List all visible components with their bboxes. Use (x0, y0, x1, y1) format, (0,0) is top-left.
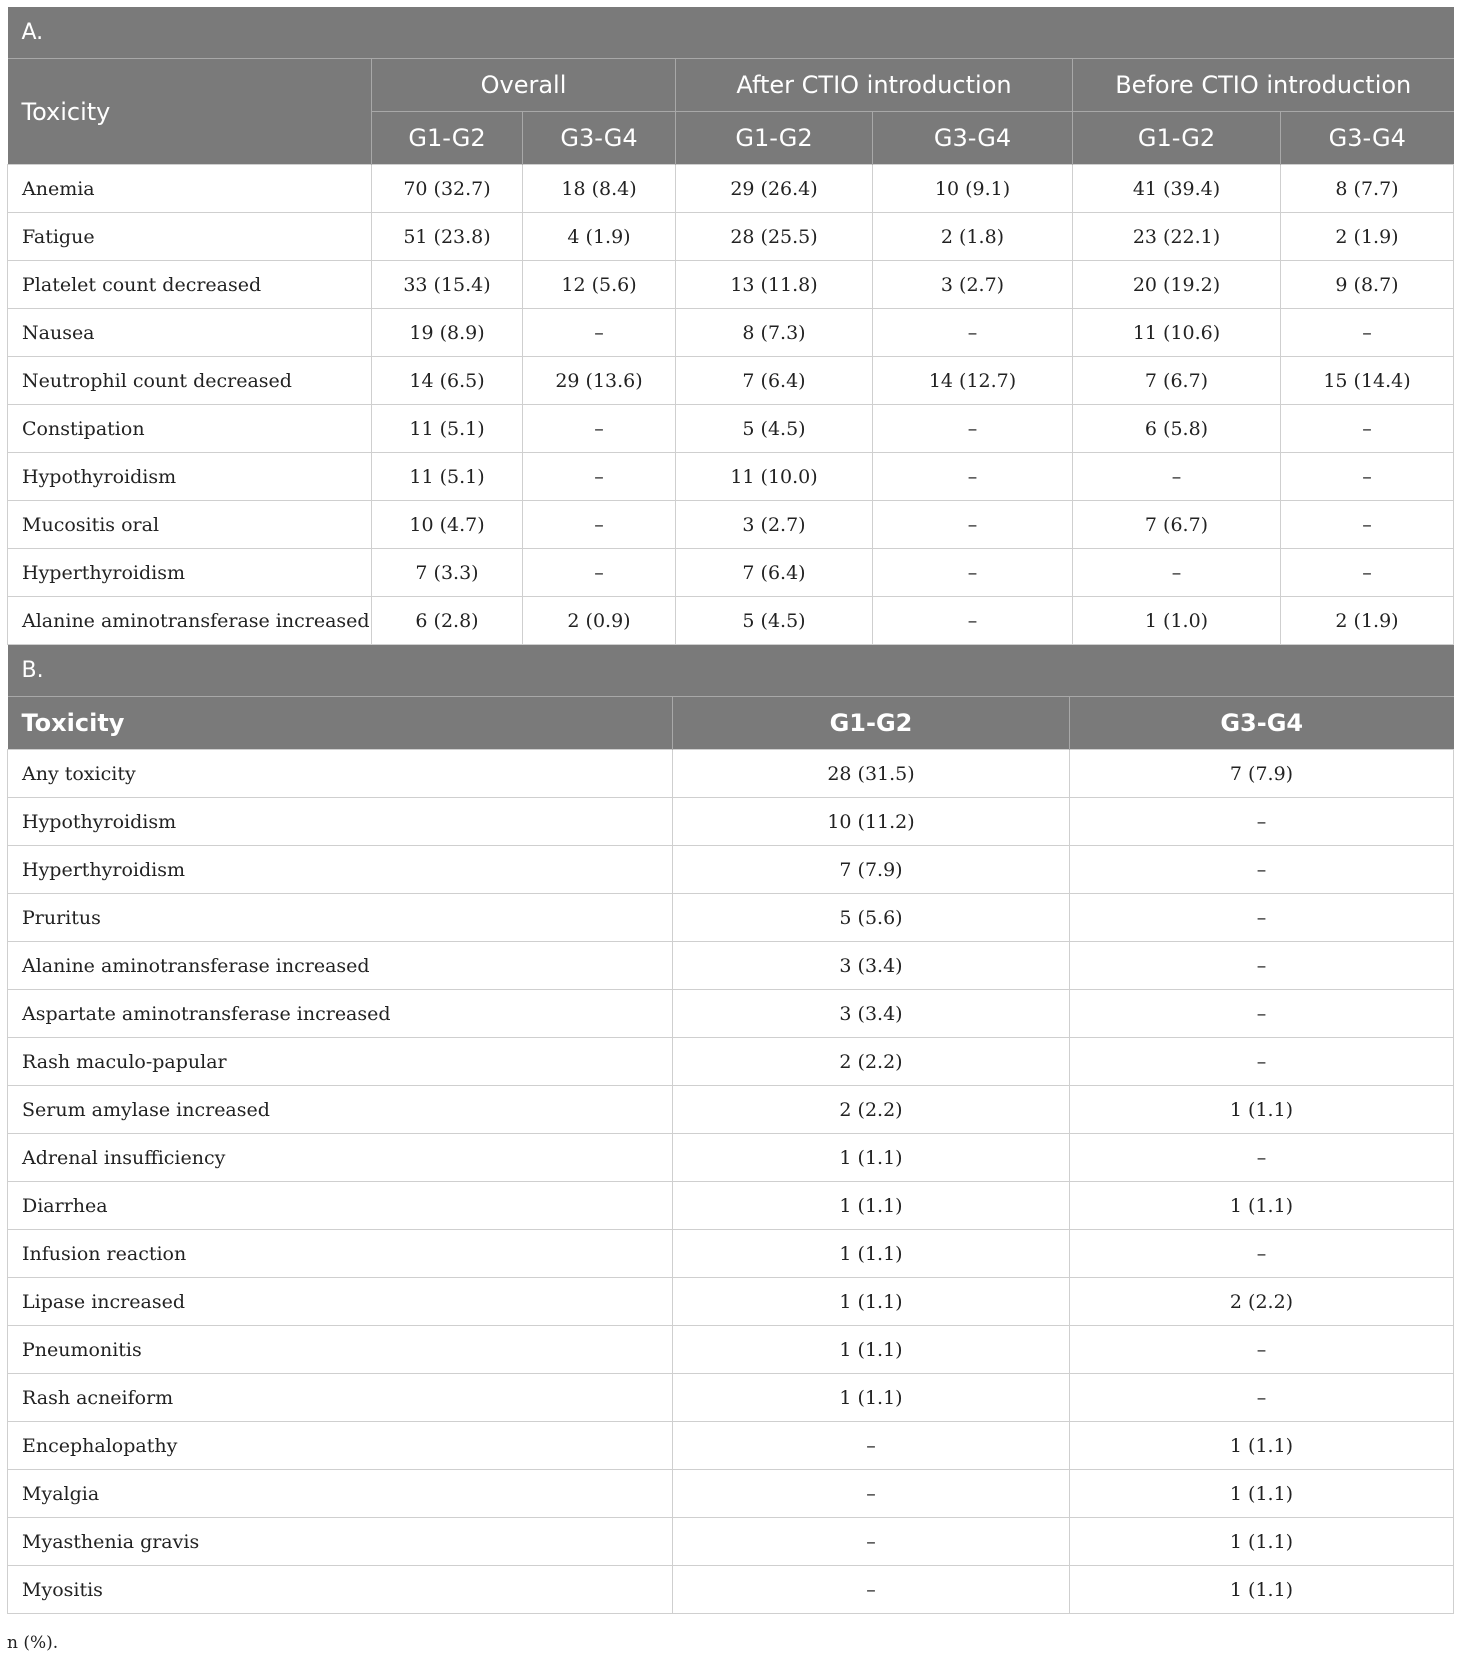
value-cell: 51 (23.8) (372, 213, 523, 261)
table-row (8, 357, 1454, 405)
value-cell-g3-g4: 7 (7.9) (1070, 750, 1454, 798)
toxicity-name-cell: Pruritus (8, 894, 673, 942)
value-cell-g1-g2: 28 (31.5) (673, 750, 1070, 798)
value-cell-g1-g2: 10 (11.2) (673, 798, 1070, 846)
value-cell-g3-g4: – (1070, 942, 1454, 990)
table-row (8, 1374, 1454, 1422)
table-row (8, 990, 1454, 1038)
table-row (8, 1326, 1454, 1374)
value-cell: 23 (22.1) (1073, 213, 1281, 261)
value-cell: 2 (1.9) (1281, 597, 1454, 645)
value-cell: – (873, 453, 1073, 501)
section-b-body (8, 750, 1454, 1614)
value-cell-g3-g4: – (1070, 1374, 1454, 1422)
toxicity-name-cell: Constipation (8, 405, 372, 453)
value-cell: 20 (19.2) (1073, 261, 1281, 309)
section-a-body (8, 165, 1454, 645)
table-row (8, 798, 1454, 846)
value-cell: 70 (32.7) (372, 165, 523, 213)
value-cell-g1-g2: 2 (2.2) (673, 1038, 1070, 1086)
value-cell-g3-g4: 1 (1.1) (1070, 1422, 1454, 1470)
toxicity-name-cell: Encephalopathy (8, 1422, 673, 1470)
value-cell-g3-g4: 1 (1.1) (1070, 1086, 1454, 1134)
value-cell: 19 (8.9) (372, 309, 523, 357)
grade-header-g3-g4: G3-G4 (1070, 697, 1454, 750)
value-cell: – (1281, 405, 1454, 453)
value-cell: – (873, 405, 1073, 453)
value-cell-g3-g4: – (1070, 1326, 1454, 1374)
value-cell: – (523, 405, 676, 453)
value-cell: – (873, 309, 1073, 357)
toxicity-name-cell: Hypothyroidism (8, 798, 673, 846)
toxicity-name-cell: Aspartate aminotransferase increased (8, 990, 673, 1038)
value-cell: 8 (7.7) (1281, 165, 1454, 213)
table-row (8, 1038, 1454, 1086)
section-a-label: A. (8, 7, 1454, 59)
value-cell: 29 (13.6) (523, 357, 676, 405)
value-cell-g3-g4: 1 (1.1) (1070, 1518, 1454, 1566)
value-cell: 12 (5.6) (523, 261, 676, 309)
grade-header: G3-G4 (873, 112, 1073, 165)
value-cell-g1-g2: 2 (2.2) (673, 1086, 1070, 1134)
group-header-overall: Overall (372, 59, 676, 112)
value-cell: 7 (6.4) (676, 357, 873, 405)
value-cell-g3-g4: 1 (1.1) (1070, 1182, 1454, 1230)
toxicity-table-container (7, 7, 1453, 1614)
value-cell-g3-g4: – (1070, 990, 1454, 1038)
toxicity-name-cell: Any toxicity (8, 750, 673, 798)
table-row (8, 405, 1454, 453)
table-row (8, 846, 1454, 894)
table-row (8, 1422, 1454, 1470)
value-cell: 7 (6.7) (1073, 357, 1281, 405)
table-row (8, 942, 1454, 990)
toxicity-name-cell: Alanine aminotransferase increased (8, 597, 372, 645)
grade-header: G3-G4 (523, 112, 676, 165)
value-cell: – (523, 501, 676, 549)
value-cell: 28 (25.5) (676, 213, 873, 261)
toxicity-name-cell: Nausea (8, 309, 372, 357)
toxicity-name-cell: Rash acneiform (8, 1374, 673, 1422)
grade-header: G1-G2 (1073, 112, 1281, 165)
value-cell-g3-g4: 2 (2.2) (1070, 1278, 1454, 1326)
value-cell: – (873, 549, 1073, 597)
value-cell-g1-g2: 1 (1.1) (673, 1326, 1070, 1374)
value-cell: – (523, 453, 676, 501)
value-cell-g3-g4: 1 (1.1) (1070, 1566, 1454, 1614)
toxicity-name-cell: Infusion reaction (8, 1230, 673, 1278)
toxicity-name-cell: Hypothyroidism (8, 453, 372, 501)
value-cell: 11 (10.6) (1073, 309, 1281, 357)
value-cell-g3-g4: – (1070, 1038, 1454, 1086)
value-cell: 5 (4.5) (676, 405, 873, 453)
value-cell-g1-g2: 3 (3.4) (673, 942, 1070, 990)
value-cell-g1-g2: 3 (3.4) (673, 990, 1070, 1038)
grade-header: G1-G2 (676, 112, 873, 165)
toxicity-name-cell: Mucositis oral (8, 501, 372, 549)
table-row (8, 453, 1454, 501)
value-cell: 3 (2.7) (676, 501, 873, 549)
table-row (8, 894, 1454, 942)
value-cell: 6 (5.8) (1073, 405, 1281, 453)
value-cell: 11 (5.1) (372, 453, 523, 501)
grade-header-g1-g2: G1-G2 (673, 697, 1070, 750)
toxicity-name-cell: Myositis (8, 1566, 673, 1614)
toxicity-name-cell: Platelet count decreased (8, 261, 372, 309)
value-cell: 9 (8.7) (1281, 261, 1454, 309)
toxicity-name-cell: Diarrhea (8, 1182, 673, 1230)
table-row (8, 1278, 1454, 1326)
value-cell: – (873, 501, 1073, 549)
value-cell: 5 (4.5) (676, 597, 873, 645)
value-cell: 41 (39.4) (1073, 165, 1281, 213)
grade-header: G1-G2 (372, 112, 523, 165)
value-cell-g3-g4: – (1070, 894, 1454, 942)
value-cell: 1 (1.0) (1073, 597, 1281, 645)
value-cell: 7 (6.4) (676, 549, 873, 597)
value-cell: – (1281, 501, 1454, 549)
toxicity-name-cell: Anemia (8, 165, 372, 213)
table-row (8, 165, 1454, 213)
toxicity-name-cell: Fatigue (8, 213, 372, 261)
table-row (8, 1086, 1454, 1134)
toxicity-name-cell: Adrenal insufficiency (8, 1134, 673, 1182)
toxicity-name-cell: Pneumonitis (8, 1326, 673, 1374)
value-cell: 8 (7.3) (676, 309, 873, 357)
value-cell: – (1073, 453, 1281, 501)
value-cell: 2 (1.8) (873, 213, 1073, 261)
value-cell: – (523, 309, 676, 357)
value-cell: 33 (15.4) (372, 261, 523, 309)
group-header-before-ctio: Before CTIO introduction (1073, 59, 1454, 112)
toxicity-name-cell: Rash maculo-papular (8, 1038, 673, 1086)
value-cell: 11 (10.0) (676, 453, 873, 501)
value-cell-g1-g2: 5 (5.6) (673, 894, 1070, 942)
value-cell: 7 (3.3) (372, 549, 523, 597)
value-cell: 7 (6.7) (1073, 501, 1281, 549)
value-cell-g1-g2: 7 (7.9) (673, 846, 1070, 894)
value-cell-g3-g4: – (1070, 1230, 1454, 1278)
toxicity-name-cell: Alanine aminotransferase increased (8, 942, 673, 990)
value-cell-g1-g2: – (673, 1470, 1070, 1518)
value-cell: – (1073, 549, 1281, 597)
value-cell-g1-g2: – (673, 1518, 1070, 1566)
table-row (8, 1566, 1454, 1614)
value-cell-g1-g2: – (673, 1422, 1070, 1470)
table-section-b (7, 645, 1454, 1614)
value-cell: 10 (9.1) (873, 165, 1073, 213)
table-row (8, 549, 1454, 597)
table-row (8, 501, 1454, 549)
value-cell: – (1281, 309, 1454, 357)
toxicity-name-cell: Hyperthyroidism (8, 846, 673, 894)
value-cell: – (1281, 453, 1454, 501)
table-row (8, 309, 1454, 357)
toxicity-name-cell: Hyperthyroidism (8, 549, 372, 597)
toxicity-column-header: Toxicity (8, 697, 673, 750)
footnote: n (%). (7, 1633, 59, 1653)
table-row (8, 1470, 1454, 1518)
value-cell: 14 (12.7) (873, 357, 1073, 405)
value-cell: 13 (11.8) (676, 261, 873, 309)
section-b-label: B. (8, 645, 1454, 697)
toxicity-column-header: Toxicity (8, 59, 372, 165)
value-cell: 18 (8.4) (523, 165, 676, 213)
table-row (8, 597, 1454, 645)
value-cell-g1-g2: 1 (1.1) (673, 1278, 1070, 1326)
table-row (8, 750, 1454, 798)
value-cell-g1-g2: 1 (1.1) (673, 1134, 1070, 1182)
value-cell: 14 (6.5) (372, 357, 523, 405)
grade-header: G3-G4 (1281, 112, 1454, 165)
value-cell: 4 (1.9) (523, 213, 676, 261)
table-row (8, 261, 1454, 309)
value-cell-g1-g2: – (673, 1566, 1070, 1614)
group-header-after-ctio: After CTIO introduction (676, 59, 1073, 112)
value-cell: 15 (14.4) (1281, 357, 1454, 405)
value-cell-g1-g2: 1 (1.1) (673, 1230, 1070, 1278)
table-row (8, 213, 1454, 261)
value-cell-g3-g4: – (1070, 1134, 1454, 1182)
value-cell-g3-g4: 1 (1.1) (1070, 1470, 1454, 1518)
toxicity-name-cell: Myasthenia gravis (8, 1518, 673, 1566)
table-row (8, 1182, 1454, 1230)
value-cell: 2 (0.9) (523, 597, 676, 645)
value-cell-g1-g2: 1 (1.1) (673, 1374, 1070, 1422)
value-cell-g1-g2: 1 (1.1) (673, 1182, 1070, 1230)
value-cell-g3-g4: – (1070, 798, 1454, 846)
value-cell: 10 (4.7) (372, 501, 523, 549)
toxicity-name-cell: Myalgia (8, 1470, 673, 1518)
value-cell: – (1281, 549, 1454, 597)
toxicity-name-cell: Lipase increased (8, 1278, 673, 1326)
toxicity-name-cell: Serum amylase increased (8, 1086, 673, 1134)
table-row (8, 1518, 1454, 1566)
value-cell-g3-g4: – (1070, 846, 1454, 894)
value-cell: 6 (2.8) (372, 597, 523, 645)
table-row (8, 1230, 1454, 1278)
table-row (8, 1134, 1454, 1182)
value-cell: – (873, 597, 1073, 645)
value-cell: 11 (5.1) (372, 405, 523, 453)
value-cell: 29 (26.4) (676, 165, 873, 213)
value-cell: 3 (2.7) (873, 261, 1073, 309)
table-section-a (7, 7, 1454, 645)
toxicity-name-cell: Neutrophil count decreased (8, 357, 372, 405)
value-cell: 2 (1.9) (1281, 213, 1454, 261)
value-cell: – (523, 549, 676, 597)
